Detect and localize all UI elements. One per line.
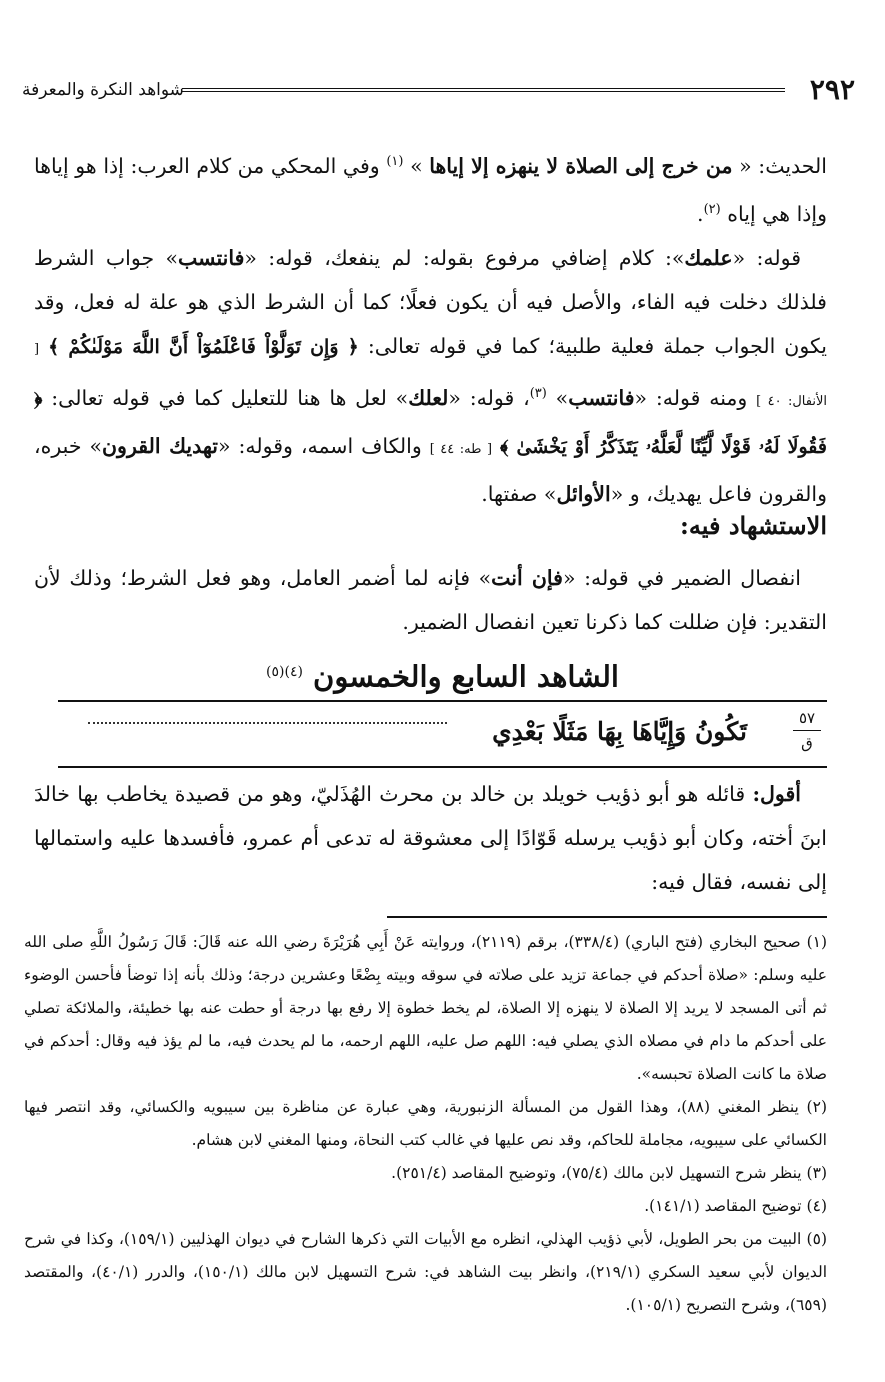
text: » لعل ها هنا للتعليل كما في قوله تعالى:: [51, 385, 409, 410]
footnote-2: (٢) ينظر المغني (٨٨)، وهذا القول من المسألة الزنبورية، وهي عبارة عن مناظرة بين سيبويه والكسائي، وقد انتصر فيها الكسائي على سيبويه، مجاملة للحاكم، وقد نص عليها في غالب كتب النحاة، ومنها المغني لابن هشام.: [24, 1098, 827, 1149]
quoted-word: لعلك: [408, 385, 449, 410]
quoted-word: علمك: [684, 246, 733, 270]
verse-hemistich: تَكُونُ وَإِيَّاهَا بِهَا مَثَلًا بَعْدِي: [492, 717, 747, 746]
running-title: شواهد النكرة والمعرفة: [22, 80, 184, 100]
text: » فإنه لما أضمر العامل، وهو فعل الشرط؛ وذلك لأن التقدير: فإن ضللت كما ذكرنا تعين انفصال الضمير.: [34, 566, 827, 634]
quran-verse: ﴿ فَقُولَا لَهُۥ قَوْلًا لَّيِّنًا لَّعَلَّهُۥ يَتَذَكَّرُ أَوْ يَخْشَىٰ ﴾: [34, 387, 827, 458]
text: انفصال الضمير في قوله: «: [562, 566, 801, 590]
text: قوله: «: [732, 246, 802, 270]
text: »: [410, 153, 423, 178]
footnote-ref-2: (٢): [703, 201, 721, 217]
quoted-word: الأوائل: [556, 481, 611, 506]
hadith-paragraph: [34, 140, 827, 236]
text: » خبره، والقرون فاعل يهديك، و «: [34, 433, 827, 506]
text: »: كلام إضافي مرفوع بقوله: لم ينفعك، قوله: «: [244, 246, 685, 270]
text: .: [697, 201, 704, 226]
quoted-word: فانتسب: [568, 385, 635, 410]
running-header: [22, 72, 855, 108]
section-title: [0, 650, 885, 699]
verse-number-top: ٥٧: [798, 709, 816, 727]
quoted-word: فإن أنت: [491, 566, 563, 590]
aqulu-label: أقول:: [752, 782, 801, 806]
header-double-rule: [182, 88, 785, 92]
verse-dotted-line: [88, 722, 447, 724]
text: والكاف اسمه، وقوله: «: [218, 433, 422, 458]
text: » صفتها.: [481, 481, 557, 506]
text: قائله هو أبو ذؤيب خويلد بن خالد بن محرث الهُذَليّ، وهو من قصيدة يخاطب بها خالدَ ابنَ أخته، وكان أبو ذؤيب يرسله قَوّادًا إلى معشوقة له تدعى أم عمرو، فأفسدها عليه واستمالها إلى نفسه، فقال فيه:: [34, 782, 827, 894]
istishhad-paragraph: [34, 556, 827, 644]
footnote-4: (٤) توضيح المقاصد (١٤١/١).: [644, 1197, 827, 1215]
quoted-word: فانتسب: [178, 246, 245, 270]
text: ومنه قوله: «: [634, 385, 748, 410]
verse-number: [789, 708, 825, 753]
text: »: [555, 385, 569, 410]
commentary-paragraph: [34, 236, 827, 516]
verse-reference: [ طه: ٤٤ ]: [429, 441, 493, 457]
poetry-verse-box: [58, 700, 827, 768]
footnote-separator: [387, 916, 827, 918]
author-paragraph: [34, 772, 827, 904]
text: ، قوله: «: [448, 385, 530, 410]
footnotes: [24, 926, 827, 1322]
footnote-ref-3: (٣): [529, 386, 547, 401]
text: وفي المحكي من كلام العرب: إذا هو إياها وإذا هي إياه: [34, 153, 827, 226]
text: » جواب الشرط فلذلك دخلت فيه الفاء، والأصل فيه أن يكون فعلًا؛ كما أن الشرط الذي هو علة له فعل، وقد يكون الجواب جملة فعلية طلبية؛ كما في قوله تعالى:: [34, 246, 827, 358]
footnote-5: (٥) البيت من بحر الطويل، لأبي ذؤيب الهذلي، انظره مع الأبيات التي ذكرها الشارح في ديوان الهذليين (١٥٩/١)، وكذا في شرح الديوان لأبي سعيد السكري (٢١٩/١)، وانظر بيت الشاهد في: شرح التسهيل لابن مالك (١٥٠/١)، والدرر (٤٠/١)، والمقتصد (٦٥٩)، وشرح التصريح (١٠٥/١).: [24, 1230, 827, 1314]
footnote-3: (٣) ينظر شرح التسهيل لابن مالك (٧٥/٤)، وتوضيح المقاصد (٢٥١/٤).: [391, 1164, 827, 1182]
page-number: ٢٩٢: [809, 73, 855, 106]
quran-verse: ﴿ وَإِن تَوَلَّوْاْ فَاعْلَمُوٓاْ أَنَّ اللَّهَ مَوْلَىٰكُمْ ﴾: [48, 336, 359, 358]
quoted-word: تهديك القرون: [102, 433, 219, 458]
footnote-ref-1: (١): [386, 154, 404, 169]
fraction-line: [793, 730, 821, 731]
footnote-ref-4-5: (٤)(٥): [266, 664, 303, 680]
hadith-quote: من خرج إلى الصلاة لا ينهزه إلا إياها: [429, 153, 733, 178]
footnote-1: (١) صحيح البخاري (فتح الباري) (٣٣٨/٤)، برقم (٢١١٩)، وروايته عَنْ أَبِي هُرَيْرَةَ رضي الله عنه قَالَ: قَالَ رَسُولُ اللَّهِ صلى الله عليه وسلم: «صلاة أحدكم في جماعة تزيد على صلاته في سوقه وبيته بِضْعًا وعشرين درجة؛ وذلك بأنه إذا توضأ فأحسن الوضوء ثم أتى المسجد لا يريد إلا الصلاة لا ينهزه إلا الصلاة، لم يخط خطوة إلا رفع بها درجة أو حطت عنه بها خطيئة، والملائكة تصلي على أحدكم ما دام في مصلاه الذي يصلي فيه: اللهم صل عليه، اللهم ارحمه، ما لم يحدث فيه، ما لم يؤذ فيه وقال: أحدكم في صلاة ما كانت الصلاة تحبسه».: [24, 933, 828, 1083]
verse-reference: [ الأنفال: ٤٠ ]: [34, 342, 827, 409]
text: الحديث: «: [739, 153, 827, 178]
section-title-text: الشاهد السابع والخمسون: [313, 659, 619, 694]
istishhad-heading: الاستشهاد فيه:: [680, 511, 827, 540]
verse-number-bottom: ق: [801, 734, 813, 752]
